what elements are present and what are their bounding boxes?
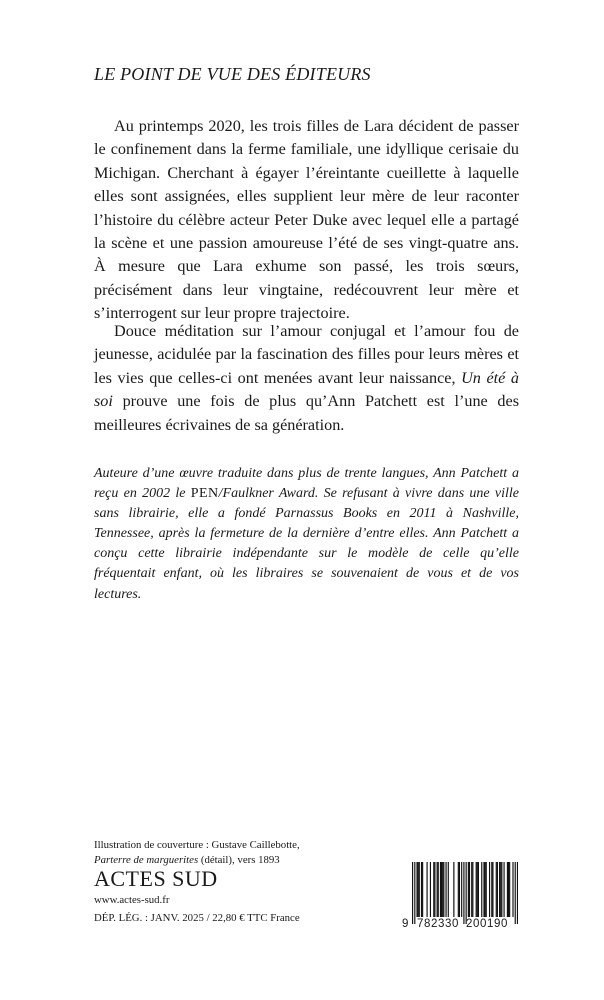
barcode-bar <box>485 862 486 917</box>
barcode-bar <box>441 862 442 917</box>
barcode-bar <box>469 862 470 917</box>
barcode-first-digit: 9 <box>402 918 409 930</box>
barcode-bar <box>430 862 431 917</box>
barcode-bar <box>445 862 446 917</box>
barcode-bar <box>476 862 477 917</box>
barcode-bar <box>492 862 493 917</box>
barcode-bar <box>412 862 413 924</box>
barcode-bar <box>515 862 516 924</box>
book-title: Un été à soi <box>94 368 519 411</box>
cover-credit <box>94 838 300 868</box>
barcode-bar <box>427 862 428 917</box>
synopsis-text-2-end: prouve une fois de plus qu’Ann Patchett est l’une des meilleures écrivaines de sa génération. <box>94 392 519 434</box>
barcode-bar <box>497 862 498 917</box>
barcode-bar <box>422 862 423 917</box>
barcode-bar <box>443 862 444 917</box>
barcode-bar <box>499 862 500 917</box>
barcode-bar <box>496 862 497 917</box>
painting-title: Parterre de marguerites <box>94 854 199 866</box>
cover-credit-label: Illustration de couverture : Gustave Caillebotte, <box>94 839 300 851</box>
barcode-bar <box>448 862 449 917</box>
barcode-bar <box>466 862 467 924</box>
pen-abbreviation: PEN <box>190 486 219 502</box>
barcode-bar <box>500 862 501 917</box>
barcode-bar <box>440 862 441 917</box>
barcode-bar <box>491 862 492 917</box>
barcode-bar <box>414 862 415 924</box>
barcode-right-digits: 200190 <box>466 918 508 930</box>
barcode-bar <box>507 862 508 917</box>
barcode-bar <box>459 862 460 917</box>
author-bio-start: Auteure d’une œuvre traduite dans plus de trente langues, Ann Patchett a reçu en 2002 le <box>94 466 519 502</box>
barcode-bar <box>434 862 435 917</box>
barcode-bar <box>418 862 419 917</box>
barcode-bar <box>419 862 420 917</box>
synopsis-text-2 <box>94 320 519 437</box>
barcode-bar <box>442 862 443 917</box>
barcode-bar <box>471 862 472 917</box>
barcode-bar <box>416 862 417 917</box>
author-bio <box>94 464 519 605</box>
barcode-bars <box>412 862 518 924</box>
publisher-website: www.actes-sud.fr <box>94 894 170 906</box>
synopsis-text-1: Au printemps 2020, les trois filles de Lara décident de passer le confinement dans la ferme familiale, une idyllique cerisaie du Michigan. Cherchant à égayer l’éreintante cueillette à laquelle elles sont assignées, elles supplient leur mère de leur raconter l’histoire du célèbre acteur Peter Duke avec lequel elle a partagé la scène et une passion amoureuse l’été de ses vingt-quatre ans. À mesure que Lara exhume son passé, les trois sœurs, précisément dans leur vingtaine, redécouvrent leur mère et s’interrogent sur leur propre trajectoire. <box>94 117 519 323</box>
author-bio-end: /Faulkner Award. Se refusant à vivre dans une ville sans librairie, elle a fondé Parnassus Books en 2011 à Nashville, Tennessee, après la fermeture de la dernière d’entre elles. Ann Patchett a conçu cette librairie indépendante sur le modèle de celle qu’elle fréquentait enfant, où les libraires se souvenaient de vous et de vos lectures. <box>94 486 519 602</box>
barcode-bar <box>458 862 459 917</box>
barcode-bar <box>501 862 502 917</box>
legal-deposit-price: DÉP. LÉG. : JANV. 2025 / 22,80 € TTC France <box>94 912 300 924</box>
barcode-bar <box>481 862 482 917</box>
synopsis-paragraph-2 <box>94 320 519 437</box>
barcode-bar <box>486 862 487 917</box>
barcode-bar <box>453 862 454 917</box>
barcode-bar <box>463 862 464 924</box>
barcode-bar <box>472 862 473 917</box>
barcode-bar <box>433 862 434 917</box>
barcode-bar <box>478 862 479 917</box>
barcode-left-digits: 782330 <box>417 918 459 930</box>
synopsis-paragraph-1 <box>94 115 519 326</box>
barcode-bar <box>508 862 509 917</box>
barcode-bar <box>438 862 439 917</box>
barcode-bar <box>437 862 438 917</box>
barcode-bar <box>489 862 490 917</box>
barcode-bar <box>461 862 462 917</box>
barcode-bar <box>509 862 510 917</box>
barcode-bar <box>421 862 422 917</box>
section-heading: LE POINT DE VUE DES ÉDITEURS <box>94 64 371 84</box>
barcode-bar <box>517 862 518 924</box>
barcode-bar <box>503 862 504 917</box>
publisher-logo: ACTES SUD <box>94 866 218 891</box>
barcode-bar <box>477 862 478 917</box>
barcode-bar <box>512 862 513 917</box>
barcode-bar <box>483 862 484 917</box>
barcode-bar <box>468 862 469 917</box>
synopsis-text-2-start: Douce méditation sur l’amour conjugal et l’amour fou de jeunesse, acidulée par la fascination des filles pour leurs mères et les vies que celles-ci ont menées avant leur naissance, <box>94 322 519 387</box>
painting-detail: (détail), vers 1893 <box>198 854 280 866</box>
isbn-barcode <box>402 862 518 940</box>
